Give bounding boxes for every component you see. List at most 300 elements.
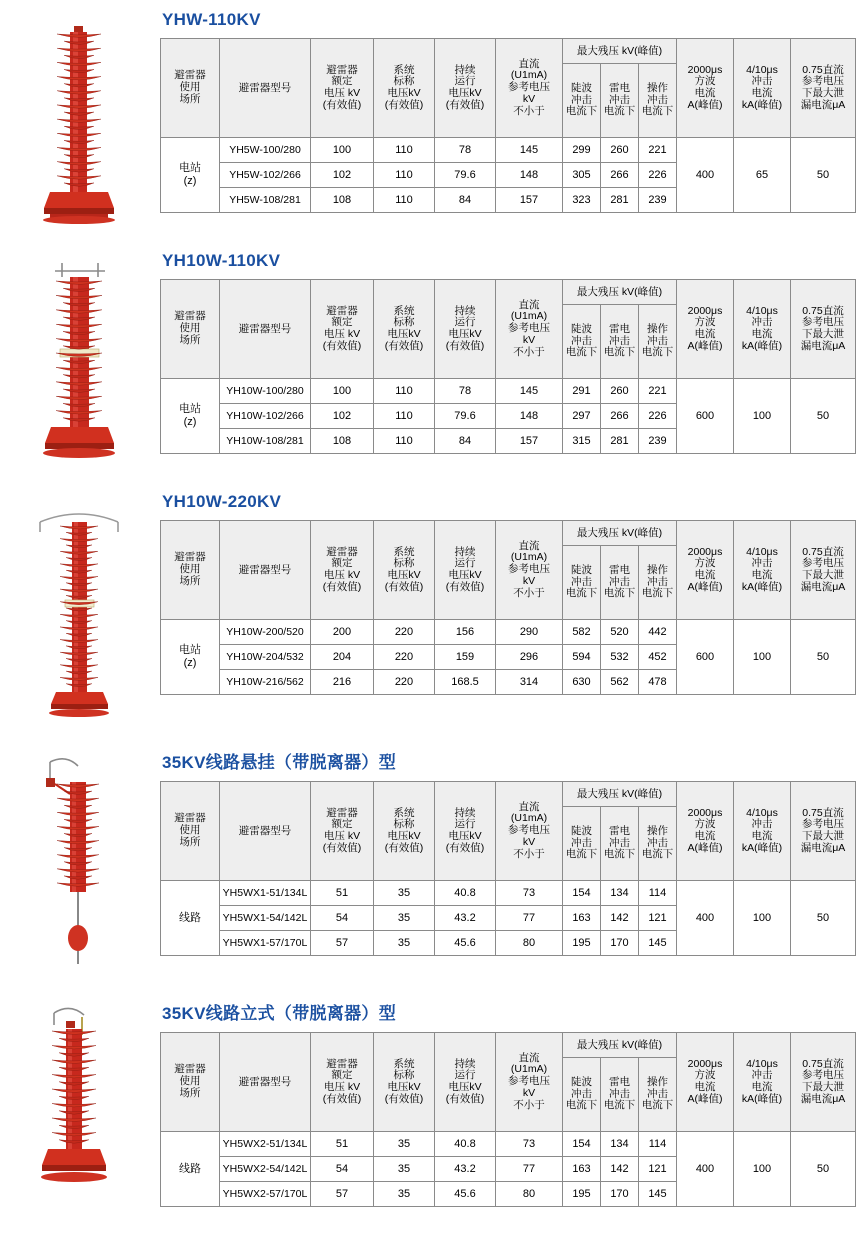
th-leak-4 <box>791 782 856 881</box>
th-system-l3-1: 电压kV <box>387 87 421 99</box>
spacer-1 <box>0 225 867 251</box>
th-system-l4-3: (有效值) <box>384 580 424 593</box>
th-steep-l1-3: 陡波 <box>571 563 592 576</box>
th-steep-l1-4: 陡波 <box>571 824 592 837</box>
th-system-5 <box>374 1033 435 1132</box>
th-system-l2-5: 标称 <box>393 1069 415 1082</box>
th-leak-l4-5: 漏电流μA <box>800 1092 846 1105</box>
cell-switch: 452 <box>639 645 677 670</box>
cell-light: 281 <box>601 188 639 213</box>
cell-rated: 57 <box>311 1182 374 1207</box>
th-leak-l3-2: 下最大泄 <box>802 328 844 340</box>
th-place-l2-2: 使用 <box>179 322 201 335</box>
cell-cont: 84 <box>435 429 496 454</box>
th-cont-l1-5: 持续 <box>454 1057 476 1070</box>
cell-steep: 154 <box>563 1132 601 1157</box>
th-light-l1-2: 雷电 <box>609 322 630 335</box>
th-dc-l4-2: kV <box>522 333 536 346</box>
th-system-l3-4: 电压kV <box>387 830 421 842</box>
th-place-l3-2: 场所 <box>179 333 201 346</box>
cell-rated: 51 <box>311 881 374 906</box>
cell-steep: 163 <box>563 906 601 931</box>
th-system-l1-4: 系统 <box>393 806 415 819</box>
cell-light: 532 <box>601 645 639 670</box>
th-square-l1-5: 2000μs <box>687 1057 723 1070</box>
cell-steep: 305 <box>563 163 601 188</box>
th-big-l4-4: kA(峰值) <box>741 841 783 854</box>
th-big-l1-1: 4/10μs <box>746 63 778 76</box>
cell-switch: 121 <box>639 906 677 931</box>
th-leak-l2-3: 参考电压 <box>802 557 844 570</box>
th-model-2: 避雷器型号 <box>220 280 311 379</box>
th-cont-l1-1: 持续 <box>454 63 476 76</box>
cell-rated: 216 <box>311 670 374 695</box>
cell-steep: 315 <box>563 429 601 454</box>
section-content-5 <box>160 999 867 1207</box>
section-title-1: YHW-110KV <box>162 10 261 29</box>
cell-light: 260 <box>601 138 639 163</box>
th-steep-l1-1: 陡波 <box>571 81 592 94</box>
th-steep-l2-1: 冲击 <box>571 93 592 106</box>
cell-rated: 108 <box>311 429 374 454</box>
cell-light: 266 <box>601 163 639 188</box>
th-dc-l3-1: 参考电压 <box>508 81 550 94</box>
th-leak-l2-5: 参考电压 <box>802 1069 844 1082</box>
cell-leak-3: 50 <box>791 620 856 695</box>
th-light-2 <box>601 305 639 379</box>
th-leak-l4-2: 漏电流μA <box>800 339 846 352</box>
arrester-line-vertical-drawing <box>20 999 140 1194</box>
section-yh10w-220kv <box>0 492 867 722</box>
th-cont-l3-1: 电压kV <box>448 87 482 99</box>
th-leak-l2-4: 参考电压 <box>802 818 844 831</box>
th-switch-l1-4: 操作 <box>647 824 668 837</box>
spacer-4 <box>0 973 867 999</box>
th-system-l4-2: (有效值) <box>384 339 424 352</box>
cell-big-5: 100 <box>734 1132 791 1207</box>
arrester-station-110b-drawing <box>20 251 140 466</box>
section-content-2 <box>160 251 867 454</box>
th-residual-group-5: 最大残压 kV(峰值) <box>563 1033 677 1058</box>
arrester-line-hanging-drawing <box>20 748 140 973</box>
th-leak-l2-2: 参考电压 <box>802 316 844 329</box>
th-big-l2-4: 冲击 <box>751 818 773 831</box>
th-rated-l1-5: 避雷器 <box>326 1057 358 1070</box>
cell-switch: 145 <box>639 1182 677 1207</box>
th-switch-l1-5: 操作 <box>647 1075 668 1088</box>
table-row <box>161 881 856 906</box>
th-square-l1-1: 2000μs <box>687 63 723 76</box>
th-dc-5 <box>496 1033 563 1132</box>
cell-steep: 163 <box>563 1157 601 1182</box>
th-steep-l3-3: 电流下 <box>565 587 598 600</box>
th-cont-l3-3: 电压kV <box>448 569 482 581</box>
cell-switch: 121 <box>639 1157 677 1182</box>
th-switch-l2-2: 冲击 <box>647 334 668 347</box>
table-head-3 <box>161 521 856 620</box>
th-leak-l2-1: 参考电压 <box>802 75 844 88</box>
th-big-l1-2: 4/10μs <box>746 304 778 317</box>
cell-system: 110 <box>374 429 435 454</box>
cell-dc: 296 <box>496 645 563 670</box>
th-place-l1-1: 避雷器 <box>174 69 206 82</box>
th-switch-l3-2: 电流下 <box>641 346 674 359</box>
th-square-l3-4: 电流 <box>694 830 716 842</box>
th-big-l4-2: kA(峰值) <box>741 339 783 352</box>
th-rated-l2-4: 额定 <box>331 818 353 831</box>
cell-cont: 168.5 <box>435 670 496 695</box>
th-cont-l1-4: 持续 <box>454 806 476 819</box>
th-big-5 <box>734 1033 791 1132</box>
th-cont-l4-5: (有效值) <box>445 1092 485 1105</box>
th-place-2 <box>161 280 220 379</box>
th-big-l3-4: 电流 <box>751 830 773 842</box>
th-dc-l2-4: (U1mA) <box>510 812 548 825</box>
cell-switch: 478 <box>639 670 677 695</box>
cell-system: 110 <box>374 163 435 188</box>
arrester-station-220-drawing <box>20 492 140 722</box>
cell-steep: 630 <box>563 670 601 695</box>
spacer-3 <box>0 722 867 748</box>
th-system-l1-3: 系统 <box>393 545 415 558</box>
section-content-4 <box>160 748 867 956</box>
th-place-l1-4: 避雷器 <box>174 812 206 825</box>
cell-switch: 114 <box>639 1132 677 1157</box>
th-place-l2-3: 使用 <box>179 563 201 576</box>
cell-model: YH10W-100/280 <box>220 379 311 404</box>
th-light-l2-5: 冲击 <box>609 1087 630 1100</box>
cell-dc: 157 <box>496 429 563 454</box>
th-dc-l4-4: kV <box>522 835 536 848</box>
cell-leak-4: 50 <box>791 881 856 956</box>
th-big-l1-4: 4/10μs <box>746 806 778 819</box>
cell-switch: 442 <box>639 620 677 645</box>
cell-rated: 102 <box>311 163 374 188</box>
cell-system: 220 <box>374 670 435 695</box>
th-dc-l1-2: 直流 <box>518 298 540 311</box>
cell-cont: 43.2 <box>435 906 496 931</box>
cell-rated: 108 <box>311 188 374 213</box>
head-row-top-5 <box>161 1033 856 1058</box>
cell-leak-2: 50 <box>791 379 856 454</box>
th-switch-2 <box>639 305 677 379</box>
table-body-5 <box>161 1132 856 1207</box>
th-residual-group-2: 最大残压 kV(峰值) <box>563 280 677 305</box>
th-square-l3-2: 电流 <box>694 328 716 340</box>
cell-switch: 221 <box>639 379 677 404</box>
cell-system: 35 <box>374 1157 435 1182</box>
cell-rated: 100 <box>311 138 374 163</box>
th-place-1 <box>161 39 220 138</box>
cell-rated: 51 <box>311 1132 374 1157</box>
cell-system: 35 <box>374 906 435 931</box>
th-dc-l5-4: 不小于 <box>513 847 545 860</box>
cell-system: 35 <box>374 881 435 906</box>
th-switch-l3-4: 电流下 <box>641 848 674 861</box>
th-steep-l3-4: 电流下 <box>565 848 598 861</box>
th-rated-l3-3: 电压 kV <box>323 569 361 581</box>
th-leak-2 <box>791 280 856 379</box>
cell-square-3: 600 <box>677 620 734 695</box>
th-dc-l4-5: kV <box>522 1086 536 1099</box>
cell-cont: 79.6 <box>435 404 496 429</box>
th-light-l2-2: 冲击 <box>609 334 630 347</box>
th-dc-l3-3: 参考电压 <box>508 563 550 576</box>
th-leak-l3-3: 下最大泄 <box>802 569 844 581</box>
th-system-l4-1: (有效值) <box>384 98 424 111</box>
spec-table-5 <box>160 1032 856 1207</box>
cell-model: YH5W-100/280 <box>220 138 311 163</box>
th-steep-l1-5: 陡波 <box>571 1075 592 1088</box>
th-steep-l1-2: 陡波 <box>571 322 592 335</box>
spec-table-1 <box>160 38 856 213</box>
head-row-top-4 <box>161 782 856 807</box>
th-place-l2-4: 使用 <box>179 824 201 837</box>
th-cont-4 <box>435 782 496 881</box>
th-cont-l4-3: (有效值) <box>445 580 485 593</box>
cell-switch: 145 <box>639 931 677 956</box>
th-place-l1-2: 避雷器 <box>174 310 206 323</box>
cell-rated: 200 <box>311 620 374 645</box>
table-row <box>161 379 856 404</box>
th-big-l4-3: kA(峰值) <box>741 580 783 593</box>
table-row <box>161 620 856 645</box>
th-dc-l1-3: 直流 <box>518 539 540 552</box>
th-dc-4 <box>496 782 563 881</box>
cell-cont: 78 <box>435 138 496 163</box>
cell-rated: 100 <box>311 379 374 404</box>
th-big-3 <box>734 521 791 620</box>
th-square-l1-4: 2000μs <box>687 806 723 819</box>
th-rated-l1-3: 避雷器 <box>326 545 358 558</box>
th-dc-l3-5: 参考电压 <box>508 1075 550 1088</box>
th-light-l1-4: 雷电 <box>609 824 630 837</box>
arrester-image-2 <box>0 251 160 466</box>
th-big-l2-2: 冲击 <box>751 316 773 329</box>
th-system-l3-5: 电压kV <box>387 1081 421 1093</box>
th-rated-3 <box>311 521 374 620</box>
th-big-l2-3: 冲击 <box>751 557 773 570</box>
th-rated-2 <box>311 280 374 379</box>
place-label-l1-2: 电站 <box>179 403 201 416</box>
cell-model: YH5WX1-51/134L <box>220 881 311 906</box>
th-residual-group-4: 最大残压 kV(峰值) <box>563 782 677 807</box>
cell-cont: 40.8 <box>435 881 496 906</box>
th-dc-l1-1: 直流 <box>518 57 540 70</box>
th-leak-l4-4: 漏电流μA <box>800 841 846 854</box>
place-label-l1-4: 线路 <box>179 911 201 924</box>
cell-cont: 79.6 <box>435 163 496 188</box>
th-big-l4-5: kA(峰值) <box>741 1092 783 1105</box>
th-residual-group-1: 最大残压 kV(峰值) <box>563 39 677 64</box>
th-square-2 <box>677 280 734 379</box>
cell-dc: 80 <box>496 931 563 956</box>
cell-switch: 221 <box>639 138 677 163</box>
th-rated-l3-2: 电压 kV <box>323 328 361 340</box>
cell-steep: 594 <box>563 645 601 670</box>
table-head-2 <box>161 280 856 379</box>
cell-light: 142 <box>601 1157 639 1182</box>
cell-rated: 54 <box>311 906 374 931</box>
th-leak-l4-1: 漏电流μA <box>800 98 846 111</box>
th-residual-group-3: 最大残压 kV(峰值) <box>563 521 677 546</box>
th-dc-2 <box>496 280 563 379</box>
cell-steep: 195 <box>563 931 601 956</box>
section-yhw-110kv <box>0 10 867 225</box>
section-title-3: YH10W-220KV <box>162 492 282 511</box>
th-big-l2-1: 冲击 <box>751 75 773 88</box>
cell-big-1: 65 <box>734 138 791 213</box>
th-big-l1-3: 4/10μs <box>746 545 778 558</box>
cell-place-1 <box>161 138 220 213</box>
th-steep-4 <box>563 807 601 881</box>
th-square-l2-1: 方波 <box>694 75 716 88</box>
th-cont-l2-4: 运行 <box>454 818 476 831</box>
th-square-l4-4: A(峰值) <box>687 841 723 854</box>
th-system-l1-2: 系统 <box>393 304 415 317</box>
th-rated-l1-2: 避雷器 <box>326 304 358 317</box>
th-system-l4-5: (有效值) <box>384 1092 424 1105</box>
th-dc-l4-3: kV <box>522 574 536 587</box>
th-leak-l4-3: 漏电流μA <box>800 580 846 593</box>
cell-system: 220 <box>374 620 435 645</box>
cell-dc: 148 <box>496 163 563 188</box>
cell-switch: 226 <box>639 404 677 429</box>
cell-big-4: 100 <box>734 881 791 956</box>
section-35kv-line-vertical <box>0 999 867 1207</box>
th-square-l2-2: 方波 <box>694 316 716 329</box>
th-rated-l4-3: (有效值) <box>322 580 362 593</box>
th-model-3: 避雷器型号 <box>220 521 311 620</box>
th-rated-1 <box>311 39 374 138</box>
place-label-l1-3: 电站 <box>179 644 201 657</box>
th-system-l2-3: 标称 <box>393 557 415 570</box>
th-steep-l3-5: 电流下 <box>565 1099 598 1112</box>
th-rated-l2-1: 额定 <box>331 75 353 88</box>
th-cont-l1-2: 持续 <box>454 304 476 317</box>
cell-light: 134 <box>601 881 639 906</box>
cell-light: 142 <box>601 906 639 931</box>
th-square-l3-1: 电流 <box>694 87 716 99</box>
cell-model: YH10W-200/520 <box>220 620 311 645</box>
cell-place-2 <box>161 379 220 454</box>
cell-dc: 145 <box>496 138 563 163</box>
th-system-4 <box>374 782 435 881</box>
th-switch-l3-5: 电流下 <box>641 1099 674 1112</box>
cell-leak-1: 50 <box>791 138 856 213</box>
section-yh10w-110kv <box>0 251 867 466</box>
cell-model: YH10W-102/266 <box>220 404 311 429</box>
cell-system: 110 <box>374 138 435 163</box>
th-steep-l3-1: 电流下 <box>565 105 598 118</box>
th-square-l4-2: A(峰值) <box>687 339 723 352</box>
cell-system: 110 <box>374 188 435 213</box>
th-place-3 <box>161 521 220 620</box>
th-place-4 <box>161 782 220 881</box>
cell-rated: 102 <box>311 404 374 429</box>
section-title-5: 35KV线路立式（带脱离器）型 <box>162 1004 397 1023</box>
cell-switch: 226 <box>639 163 677 188</box>
th-square-l4-1: A(峰值) <box>687 98 723 111</box>
th-place-l3-1: 场所 <box>179 92 201 105</box>
th-big-l3-3: 电流 <box>751 569 773 581</box>
table-body-4 <box>161 881 856 956</box>
th-switch-l3-3: 电流下 <box>641 587 674 600</box>
th-leak-l1-2: 0.75直流 <box>802 304 844 317</box>
th-square-l4-3: A(峰值) <box>687 580 723 593</box>
th-cont-l2-2: 运行 <box>454 316 476 329</box>
th-steep-1 <box>563 64 601 138</box>
th-big-l4-1: kA(峰值) <box>741 98 783 111</box>
th-rated-l4-5: (有效值) <box>322 1092 362 1105</box>
th-model-5: 避雷器型号 <box>220 1033 311 1132</box>
th-system-l1-1: 系统 <box>393 63 415 76</box>
th-big-4 <box>734 782 791 881</box>
cell-dc: 157 <box>496 188 563 213</box>
th-leak-l3-4: 下最大泄 <box>802 830 844 842</box>
th-dc-l3-4: 参考电压 <box>508 824 550 837</box>
cell-square-1: 400 <box>677 138 734 213</box>
th-cont-1 <box>435 39 496 138</box>
th-dc-l5-2: 不小于 <box>513 345 545 358</box>
cell-light: 134 <box>601 1132 639 1157</box>
th-big-1 <box>734 39 791 138</box>
th-leak-l3-5: 下最大泄 <box>802 1081 844 1093</box>
cell-place-5 <box>161 1132 220 1207</box>
th-rated-l2-5: 额定 <box>331 1069 353 1082</box>
th-square-3 <box>677 521 734 620</box>
cell-square-2: 600 <box>677 379 734 454</box>
cell-cont: 78 <box>435 379 496 404</box>
th-steep-5 <box>563 1058 601 1132</box>
th-cont-l2-3: 运行 <box>454 557 476 570</box>
th-switch-l2-5: 冲击 <box>647 1087 668 1100</box>
th-square-l2-3: 方波 <box>694 557 716 570</box>
th-steep-l3-2: 电流下 <box>565 346 598 359</box>
table-row <box>161 138 856 163</box>
table-body-1 <box>161 138 856 213</box>
th-rated-5 <box>311 1033 374 1132</box>
th-switch-l1-3: 操作 <box>647 563 668 576</box>
th-steep-2 <box>563 305 601 379</box>
th-rated-l3-5: 电压 kV <box>323 1081 361 1093</box>
cell-model: YH10W-204/532 <box>220 645 311 670</box>
th-light-5 <box>601 1058 639 1132</box>
cell-system: 35 <box>374 931 435 956</box>
cell-rated: 54 <box>311 1157 374 1182</box>
th-model-4: 避雷器型号 <box>220 782 311 881</box>
table-body-3 <box>161 620 856 695</box>
cell-steep: 582 <box>563 620 601 645</box>
th-system-l2-4: 标称 <box>393 818 415 831</box>
th-dc-l5-3: 不小于 <box>513 586 545 599</box>
cell-light: 281 <box>601 429 639 454</box>
cell-big-2: 100 <box>734 379 791 454</box>
cell-system: 110 <box>374 404 435 429</box>
cell-light: 260 <box>601 379 639 404</box>
th-rated-l3-4: 电压 kV <box>323 830 361 842</box>
th-rated-4 <box>311 782 374 881</box>
th-system-l3-3: 电压kV <box>387 569 421 581</box>
cell-model: YH10W-108/281 <box>220 429 311 454</box>
th-big-l3-1: 电流 <box>751 87 773 99</box>
th-light-l2-4: 冲击 <box>609 836 630 849</box>
th-dc-l2-1: (U1mA) <box>510 69 548 82</box>
cell-leak-5: 50 <box>791 1132 856 1207</box>
th-dc-l3-2: 参考电压 <box>508 322 550 335</box>
section-35kv-line-hanging <box>0 748 867 973</box>
th-big-l2-5: 冲击 <box>751 1069 773 1082</box>
